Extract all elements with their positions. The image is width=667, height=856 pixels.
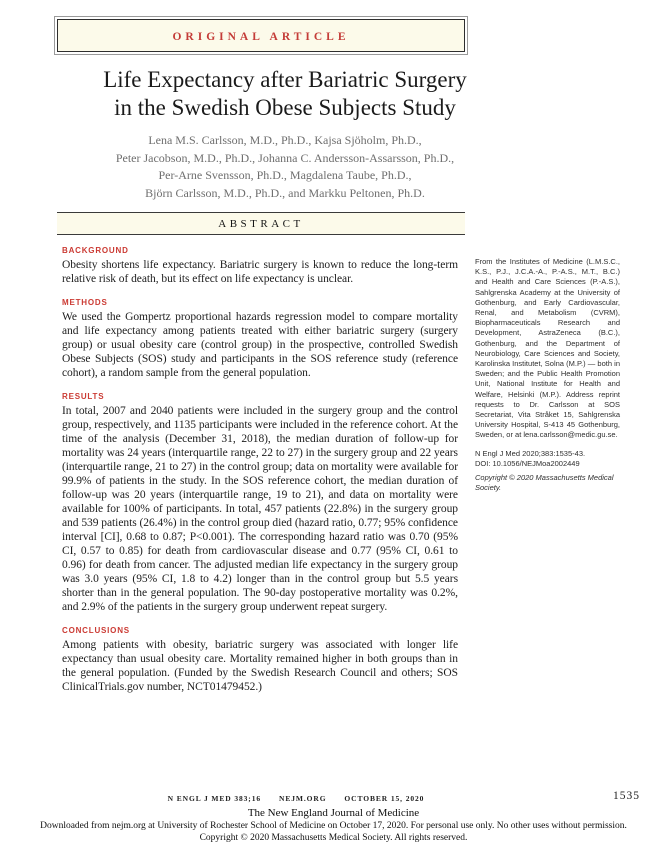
running-footer [57, 794, 535, 803]
author-line: Peter Jacobson, M.D., Ph.D., Johanna C. Andersson-Assarsson, Ph.D., [115, 150, 455, 165]
journal-site: NEJM.ORG [279, 794, 327, 803]
download-notice [0, 806, 667, 844]
section-text: Among patients with obesity, bariatric surgery was associated with longer life expectancy than usual obesity care. Mortality remained higher in both groups than in the general population. (Funded by the Swedish Research Council and others; SOS ClinicalTrials.gov number, NCT01479452.) [62, 639, 458, 693]
section-heading: CONCLUSIONS [62, 626, 130, 635]
article-title [40, 66, 530, 122]
article-title-line2: in the Swedish Obese Subjects Study [114, 95, 456, 120]
copyright-line: Copyright © 2020 Massachusetts Medical Society. All rights reserved. [199, 833, 468, 843]
doi: DOI: 10.1056/NEJMoa2002449 [475, 458, 580, 468]
abstract-section-methods [62, 298, 458, 380]
article-type-banner [57, 19, 465, 52]
journal-name-line: The New England Journal of Medicine [247, 807, 420, 819]
section-text: Obesity shortens life expectancy. Bariatric surgery is known to reduce the long-term relative risk of death, but its effect on life expectancy is unclear. [62, 259, 458, 285]
abstract-section-background [62, 246, 458, 286]
author-list [40, 132, 530, 202]
author-line: Lena M.S. Carlsson, M.D., Ph.D., Kajsa Sjöholm, Ph.D., [148, 133, 422, 147]
abstract-section-results [62, 392, 458, 614]
journal-ref: N ENGL J MED 383;16 [167, 794, 262, 803]
section-heading: BACKGROUND [62, 246, 129, 255]
original-article-label: ORIGINAL ARTICLE [172, 31, 350, 43]
download-line: Downloaded from nejm.org at University of Rochester School of Medicine on October 17, 2020. For personal use only. No other uses without permission. [40, 821, 627, 831]
section-text: We used the Gompertz proportional hazards regression model to compare mortality and life expectancy among patients treated with either bariatric surgery (surgery group) or usual obesity care (control group) in the prospective, controlled Swedish Obese Subjects (SOS) study and participants in the SOS reference study (reference cohort), a random sample from the general population. [62, 311, 458, 379]
issue-date: OCTOBER 15, 2020 [344, 794, 425, 803]
affiliation-sidebar [475, 257, 620, 493]
section-heading: METHODS [62, 298, 108, 307]
sidebar-copyright: Copyright © 2020 Massachusetts Medical Society. [475, 472, 614, 492]
abstract-body [62, 246, 458, 694]
page-number: 1535 [613, 790, 640, 802]
author-line: Björn Carlsson, M.D., Ph.D., and Markku Peltonen, Ph.D. [145, 185, 425, 200]
abstract-section-conclusions [62, 626, 458, 694]
affiliations-text: From the Institutes of Medicine (L.M.S.C., K.S., P.J., J.C.A.-A., P.-A.S., M.T., B.C.) and Health and Care Sciences (P.-A.S.), Sahlgrenska Academy at the University of Gothenburg, and Early Cardiovascular, Renal, and Metabolism (CVRM), Biopharmaceuticals Research and Development, AstraZeneca (B.C.), Gothenburg, and the Department of Neurobiology, Care Sciences and Society, Karolinska Institutet, Solna (M.P.) — both in Sweden; and the Public Health Promotion Unit, National Institute for Health and Welfare, Helsinki (M.P.). Address reprint requests to Dr. Carlsson at SOS Secretariat, Vita Stråket 15, Sahlgrenska University Hospital, S-413 45 Gothenburg, Sweden, or at lena.carlsson@medic.gu.se. [475, 257, 620, 440]
article-title-line1: Life Expectancy after Bariatric Surgery [103, 67, 467, 92]
abstract-heading: ABSTRACT [57, 212, 465, 235]
section-text: In total, 2007 and 2040 patients were included in the surgery group and the control group, respectively, and 1135 participants were included in the reference cohort. At the time of the analysis (December 31, 2018), the median duration of follow-up for mortality was 24 years (interquartile range, 22 to 27) in the surgery group and 22 years (interquartile range, 21 to 27) in the control group; data on mortality were available for 99.9% of patients in the study. In the SOS reference cohort, the median duration of follow-up was 20 years (interquartile range, 19 to 21), and data on mortality were available for 100% of participants. In total, 457 patients (22.8%) in the surgery group and 539 patients (26.4%) in the control group died (hazard ratio, 0.77; 95% confidence interval [CI], 0.68 to 0.87; P<0.001). The corresponding hazard ratio was 0.70 (95% CI, 0.57 to 0.85) for death from cardiovascular disease and 0.77 (95% CI, 0.61 to 0.96) for death from cancer. The adjusted median life expectancy in the surgery group was 3.0 years (95% CI, 1.8 to 4.2) longer than in the control group but 5.5 years shorter than in the general population. The 90-day postoperative mortality was 0.2%, and 2.9% of the patients in the surgery group underwent repeat surgery. [62, 405, 458, 613]
citation: N Engl J Med 2020;383:1535-43. [475, 448, 586, 458]
section-heading: RESULTS [62, 392, 105, 401]
author-line: Per-Arne Svensson, Ph.D., Magdalena Taube, Ph.D., [158, 168, 412, 182]
